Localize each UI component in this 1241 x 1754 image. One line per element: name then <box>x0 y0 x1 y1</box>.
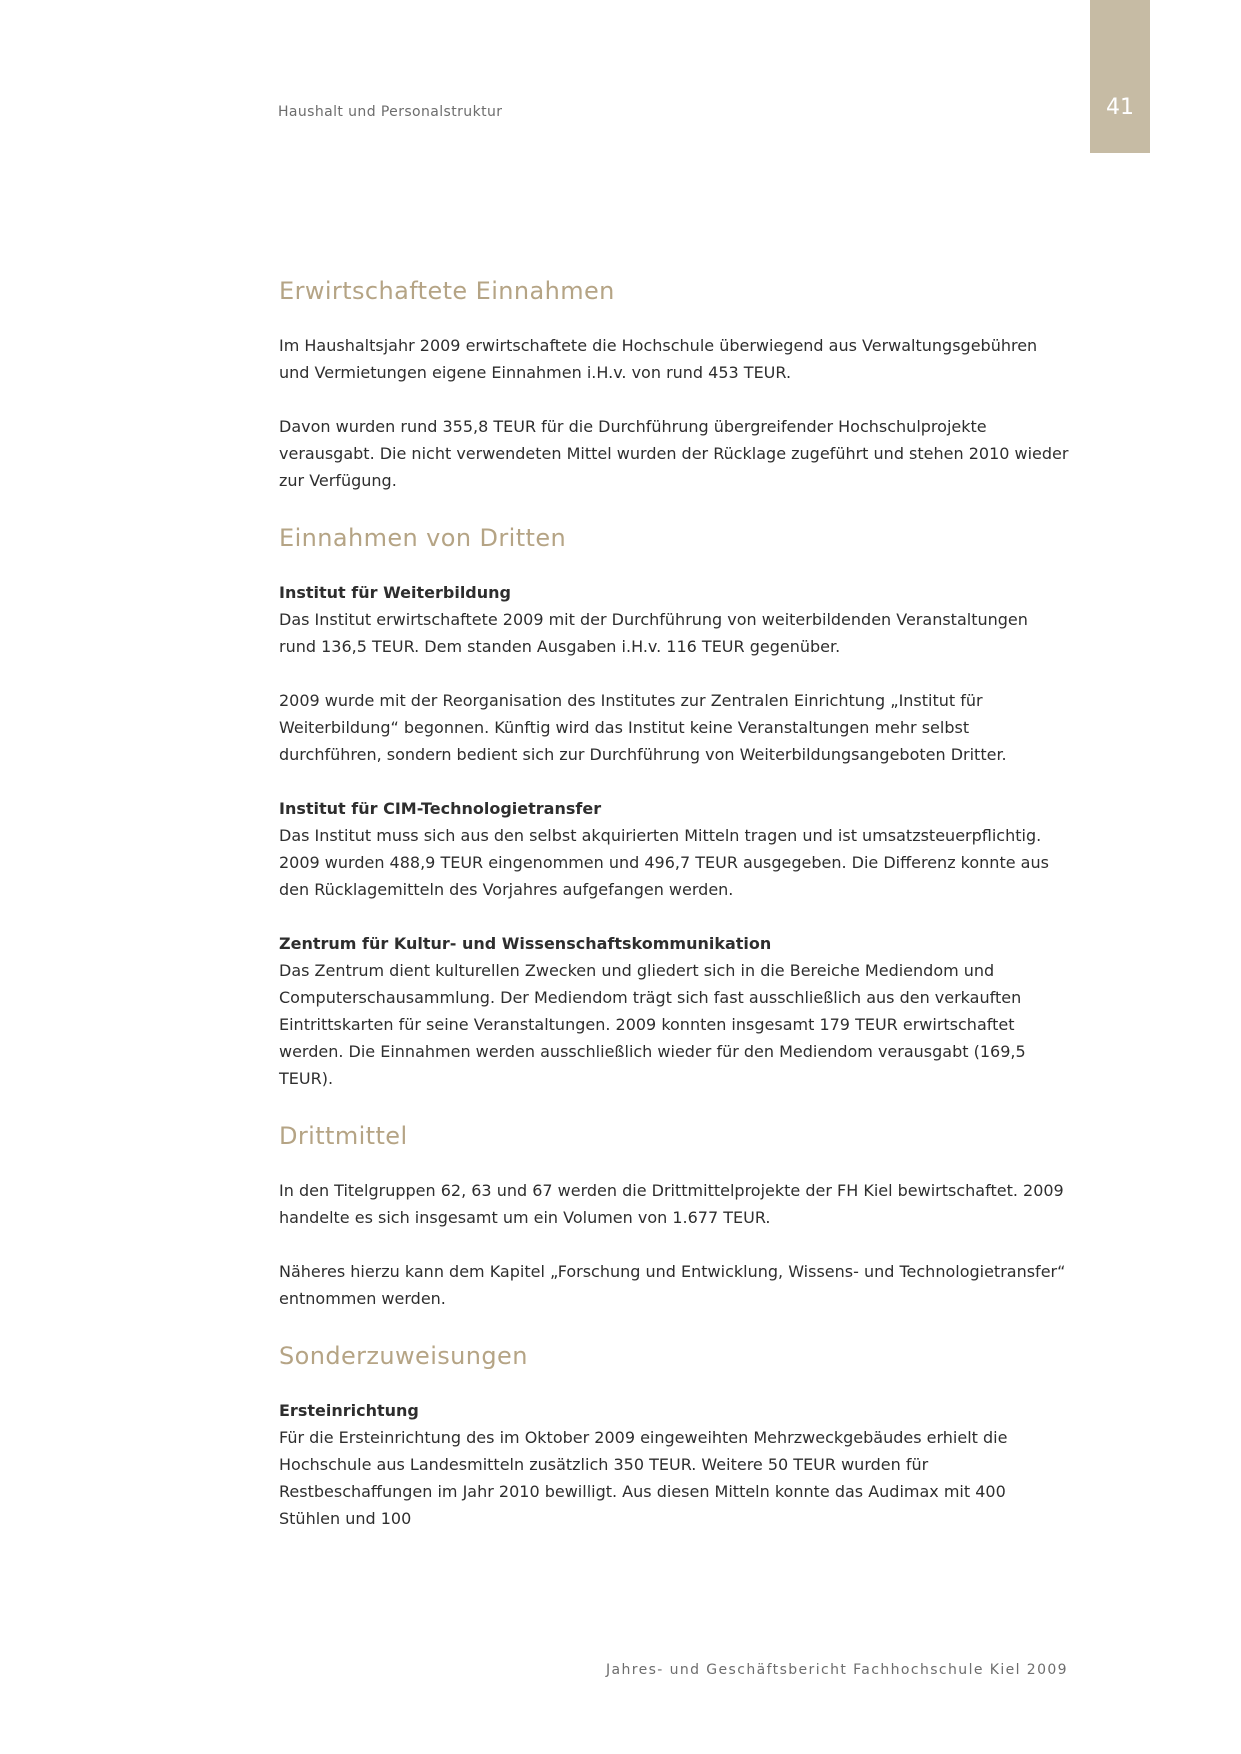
body-paragraph: Davon wurden rund 355,8 TEUR für die Durchführung übergreifender Hochschulprojekte verausgabt. Die nicht verwendeten Mittel wurden der Rücklage zugeführt und stehen 2010 wieder zur Verfügung. <box>279 417 1069 490</box>
subsection-paragraph: Das Institut muss sich aus den selbst akquirierten Mitteln tragen und ist umsatzsteuerpflichtig. 2009 wurden 488,9 TEUR eingenommen und 496,7 TEUR ausgegeben. Die Differenz konnte aus den Rücklagemitteln des Vorjahres aufgefangen werden. <box>279 826 1049 899</box>
footer: Jahres- und Geschäftsbericht Fachhochschule Kiel 2009 <box>605 1662 1068 1678</box>
section <box>279 521 1069 1092</box>
subsection <box>279 1397 1069 1532</box>
section <box>279 274 1069 494</box>
subsection-paragraph: Für die Ersteinrichtung des im Oktober 2009 eingeweihten Mehrzweckgebäudes erhielt die Hochschule aus Landesmitteln zusätzlich 350 TEUR. Weitere 50 TEUR wurden für Restbeschaffungen im Jahr 2010 bewilligt. Aus diesen Mitteln konnte das Audimax mit 400 Stühlen und 100 <box>279 1428 1008 1528</box>
section-heading: Einnahmen von Dritten <box>279 524 567 552</box>
page-number: 41 <box>1106 95 1134 120</box>
section-heading: Erwirtschaftete Einnahmen <box>279 277 615 305</box>
subsection-paragraph: 2009 wurde mit der Reorganisation des Institutes zur Zentralen Einrichtung „Institut für Weiterbildung“ begonnen. Künftig wird das Institut keine Veranstaltungen mehr selbst durchführen, sondern bedient sich zur Durchführung von Weiterbildungsangeboten Dritter. <box>279 691 1007 764</box>
subsection-paragraph: Das Institut erwirtschaftete 2009 mit der Durchführung von weiterbildenden Veranstaltungen rund 136,5 TEUR. Dem standen Ausgaben i.H.v. 116 TEUR gegenüber. <box>279 610 1028 656</box>
page-number-tab <box>1090 0 1150 153</box>
subsection <box>279 795 1069 903</box>
section <box>279 1119 1069 1312</box>
section <box>279 1339 1069 1532</box>
subsection-title: Institut für CIM-Technologietransfer <box>279 799 602 818</box>
subsection <box>279 930 1069 1092</box>
main-content <box>279 274 1069 1559</box>
running-header: Haushalt und Personalstruktur <box>278 104 503 120</box>
subsection-title: Zentrum für Kultur- und Wissenschaftskommunikation <box>279 934 772 953</box>
body-paragraph: In den Titelgruppen 62, 63 und 67 werden die Drittmittelprojekte der FH Kiel bewirtschaftet. 2009 handelte es sich insgesamt um ein Volumen von 1.677 TEUR. <box>279 1181 1064 1227</box>
subsection-title: Ersteinrichtung <box>279 1401 419 1420</box>
subsection-title: Institut für Weiterbildung <box>279 583 511 602</box>
section-heading: Sonderzuweisungen <box>279 1342 528 1370</box>
subsection <box>279 579 1069 768</box>
subsection-paragraph: Das Zentrum dient kulturellen Zwecken und gliedert sich in die Bereiche Mediendom und Computerschausammlung. Der Mediendom trägt sich fast ausschließlich aus den verkauften Eintrittskarten für seine Veranstaltungen. 2009 konnten insgesamt 179 TEUR erwirtschaftet werden. Die Einnahmen werden ausschließlich wieder für den Mediendom verausgabt (169,5 TEUR). <box>279 961 1026 1088</box>
section-heading: Drittmittel <box>279 1122 408 1150</box>
body-paragraph: Im Haushaltsjahr 2009 erwirtschaftete die Hochschule überwiegend aus Verwaltungsgebühren und Vermietungen eigene Einnahmen i.H.v. von rund 453 TEUR. <box>279 336 1038 382</box>
body-paragraph: Näheres hierzu kann dem Kapitel „Forschung und Entwicklung, Wissens- und Technologietransfer“ entnommen werden. <box>279 1262 1066 1308</box>
